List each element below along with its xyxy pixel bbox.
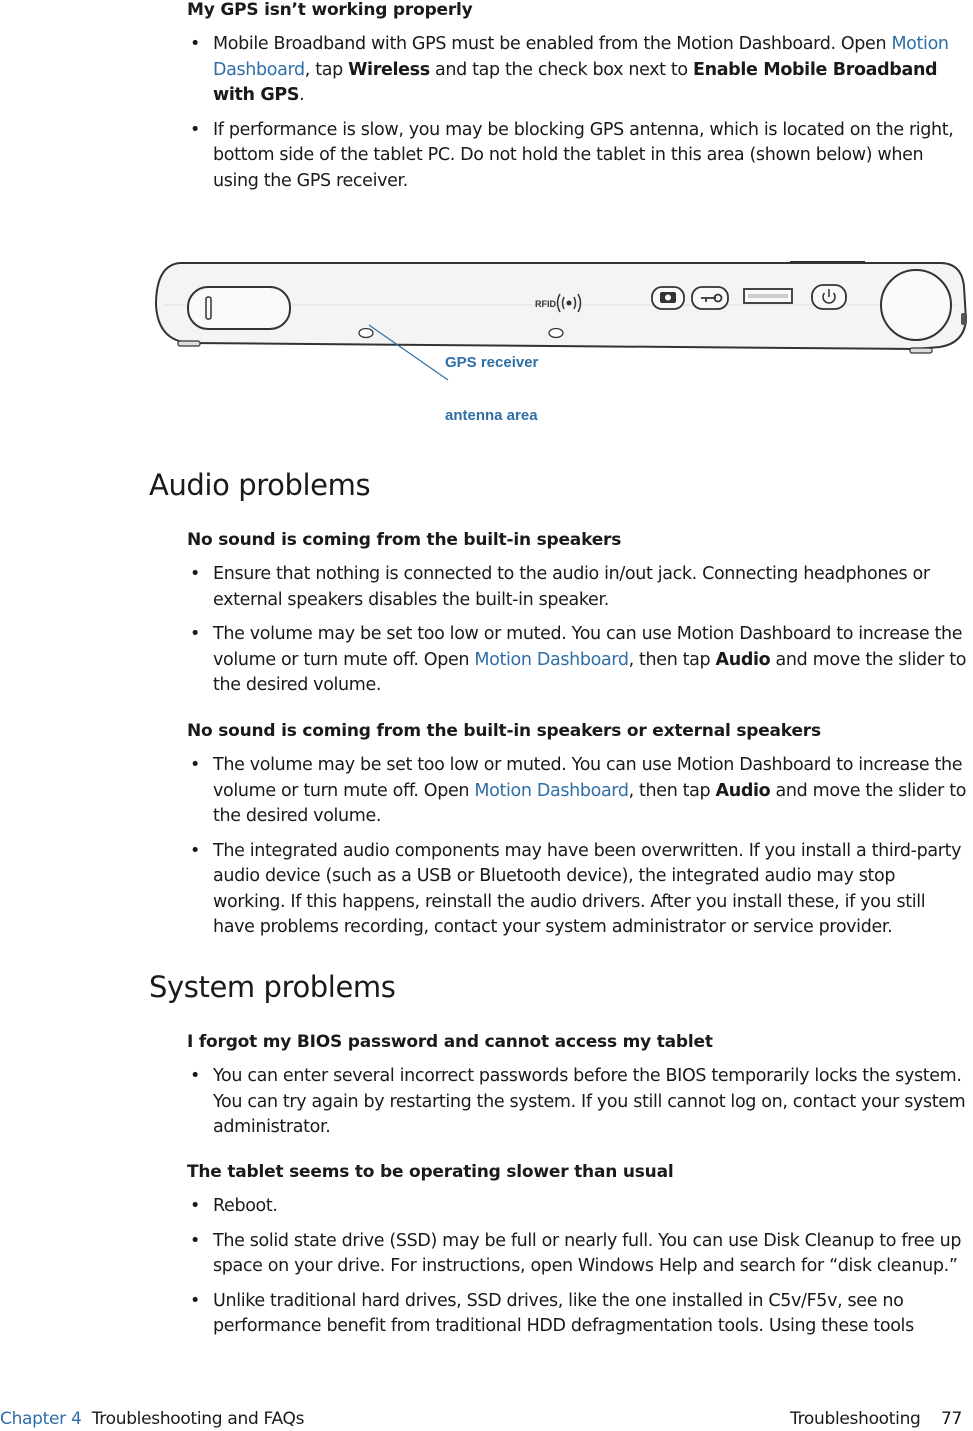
gps-bullet-1: • Mobile Broadband with GPS must be enabled from the Motion Dashboard. Open Motion Dashboard, tap Wireless and tap the check box next to Enable Mobile Broadband with GPS. [187,32,971,109]
footer-left [0,1409,304,1429]
foot-left [178,341,200,346]
audio-q2-bullets [187,753,971,950]
audio-question-1: No sound is coming from the built-in speakers [187,530,622,550]
audio-q1-bullets [187,562,971,708]
audio-heading: Audio problems [149,468,371,502]
callout-label-line1: GPS receiver [445,354,539,371]
motion-dashboard-link[interactable]: Motion Dashboard [213,34,949,80]
pen-slot [188,287,290,329]
motion-dashboard-link[interactable]: Motion Dashboard [474,780,629,801]
system-q2-bullet-3: • Unlike traditional hard drives, SSD drives, like the one installed in C5v/F5v, see no performance benefit from traditional HDD defragmentation tools. Using these tools [187,1289,971,1340]
motion-dashboard-link[interactable]: Motion Dashboard [474,649,629,670]
rfid-icon [567,301,572,306]
audio-q2-bullet-2: • The integrated audio components may have been overwritten. If you install a third-party audio device (such as a USB or Bluetooth device), the integrated audio may stop working. If this happens, reinstall the audio drivers. After you install these, if you still have problems recording, contact your system administrator or service provider. [187,839,971,941]
system-question-1: I forgot my BIOS password and cannot access my tablet [187,1032,713,1052]
audio-q2-bullet-1: • The volume may be set too low or muted. You can use Motion Dashboard to increase the volume or turn mute off. Open Motion Dashboard, then tap Audio and move the slider to the desired volume. [187,753,971,830]
gps-question: My GPS isn’t working properly [187,0,473,20]
footer-chapter: Chapter 4 [0,1409,82,1429]
gps-bullet-2: • If performance is slow, you may be blocking GPS antenna, which is located on the right, bottom side of the tablet PC. Do not hold the tablet in this area (shown below) when using the GPS receiver. [187,118,971,195]
foot-right [910,348,932,353]
footer-right [790,1409,962,1429]
system-q2-bullet-1: • Reboot. [187,1194,971,1220]
system-q2-bullets [187,1194,971,1349]
antenna-mark-right [549,329,563,338]
gps-bullet-list [187,32,971,203]
callout-label-line2: antenna area [445,407,538,424]
footer-section: Troubleshooting [790,1409,921,1429]
round-dial [881,270,951,340]
audio-question-2: No sound is coming from the built-in speakers or external speakers [187,721,821,741]
audio-q1-bullet-2: • The volume may be set too low or muted. You can use Motion Dashboard to increase the volume or turn mute off. Open Motion Dashboard, then tap Audio and move the slider to the desired volume. [187,622,971,699]
tablet-side-view-figure [150,255,973,425]
audio-q1-bullet-1: • Ensure that nothing is connected to the audio in/out jack. Connecting headphones or external speakers disables the built-in speaker. [187,562,971,613]
side-connector [961,313,967,325]
system-heading: System problems [149,970,396,1004]
system-q1-bullet-1: • You can enter several incorrect passwords before the BIOS temporarily locks the system. You can try again by restarting the system. If you still cannot log on, contact your system administrator. [187,1064,971,1141]
footer-chapter-title: Troubleshooting and FAQs [91,1409,305,1429]
rfid-label: RFID [535,299,556,309]
system-q1-bullets [187,1064,971,1150]
antenna-mark-left [359,329,373,338]
page-number: 77 [940,1409,963,1429]
system-q2-bullet-2: • The solid state drive (SSD) may be full or nearly full. You can use Disk Cleanup to free up space on your drive. For instructions, open Windows Help and search for “disk cleanup.” [187,1229,971,1280]
system-question-2: The tablet seems to be operating slower than usual [187,1162,674,1182]
